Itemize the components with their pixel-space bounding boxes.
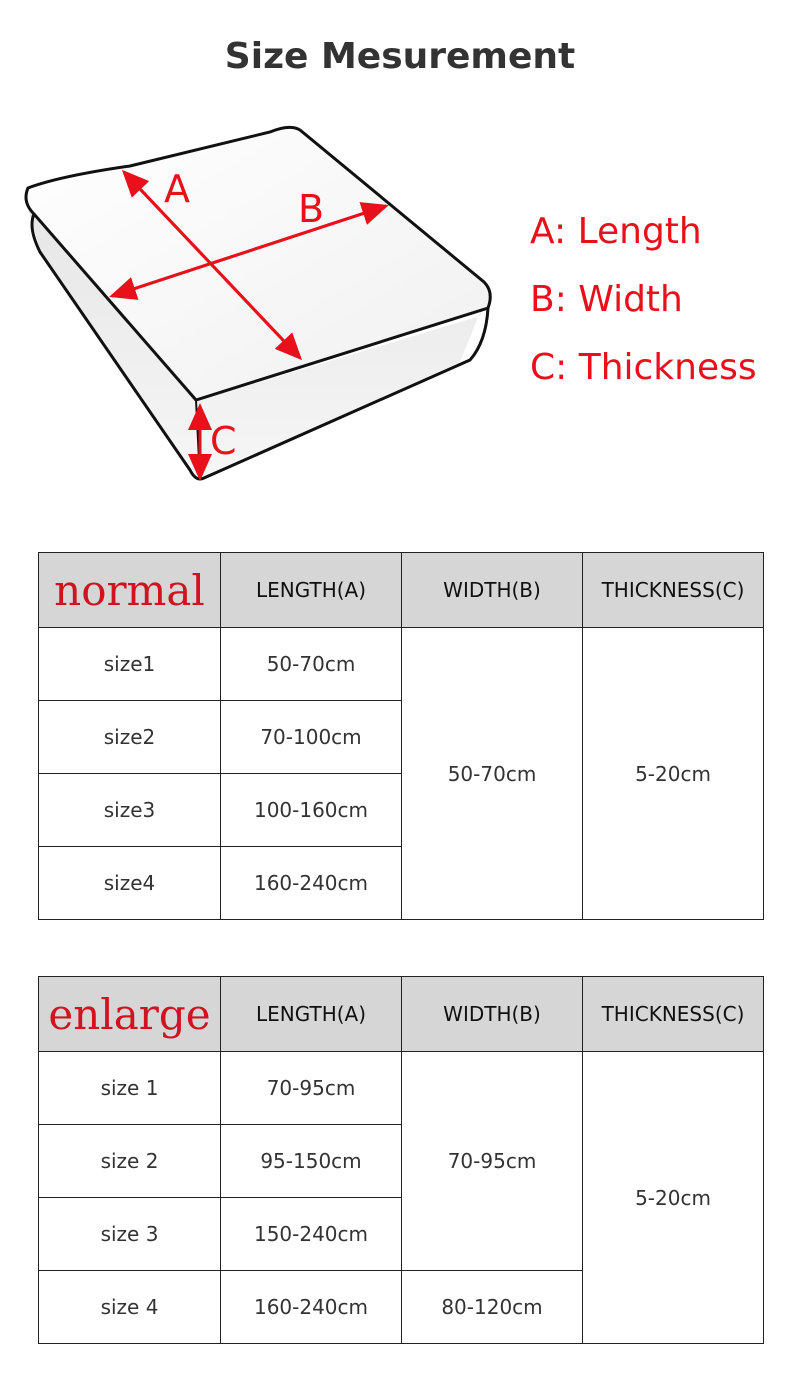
table-header [39, 553, 764, 628]
label-c: C [210, 419, 237, 463]
page-title: Size Mesurement [224, 36, 576, 77]
legend-width: B: Width [530, 279, 683, 320]
length-cell: 95-150cm [221, 1125, 402, 1198]
size-cell: size 3 [39, 1198, 221, 1271]
width-cell: 50-70cm [402, 628, 583, 920]
size-cell: size 2 [39, 1125, 221, 1198]
size-cell: size 4 [39, 1271, 221, 1344]
length-cell: 160-240cm [221, 847, 402, 920]
size-cell: size3 [39, 774, 221, 847]
thickness-cell: 5-20cm [583, 1052, 764, 1344]
variant-label: normal [39, 553, 221, 628]
size-cell: size4 [39, 847, 221, 920]
length-cell: 50-70cm [221, 628, 402, 701]
thickness-cell: 5-20cm [583, 628, 764, 920]
size-cell: size1 [39, 628, 221, 701]
label-a: A [164, 167, 190, 211]
header-width: WIDTH(B) [402, 977, 583, 1052]
normal-size-table [38, 552, 764, 920]
length-cell: 100-160cm [221, 774, 402, 847]
length-cell: 160-240cm [221, 1271, 402, 1344]
length-cell: 70-100cm [221, 701, 402, 774]
header-length: LENGTH(A) [221, 977, 402, 1052]
size-cell: size 1 [39, 1052, 221, 1125]
legend-thickness: C: Thickness [530, 347, 757, 388]
length-cell: 70-95cm [221, 1052, 402, 1125]
header-thickness: THICKNESS(C) [583, 553, 764, 628]
header-thickness: THICKNESS(C) [583, 977, 764, 1052]
width-cell: 80-120cm [402, 1271, 583, 1344]
table-row [39, 1052, 764, 1125]
legend-length: A: Length [530, 211, 702, 252]
header-length: LENGTH(A) [221, 553, 402, 628]
width-cell: 70-95cm [402, 1052, 583, 1271]
enlarge-size-table [38, 976, 764, 1344]
label-b: B [298, 187, 325, 231]
measurement-legend [530, 205, 757, 409]
cushion-diagram [0, 110, 520, 500]
size-cell: size2 [39, 701, 221, 774]
header-width: WIDTH(B) [402, 553, 583, 628]
table-row [39, 628, 764, 701]
length-cell: 150-240cm [221, 1198, 402, 1271]
table-header [39, 977, 764, 1052]
variant-label: enlarge [39, 977, 221, 1052]
